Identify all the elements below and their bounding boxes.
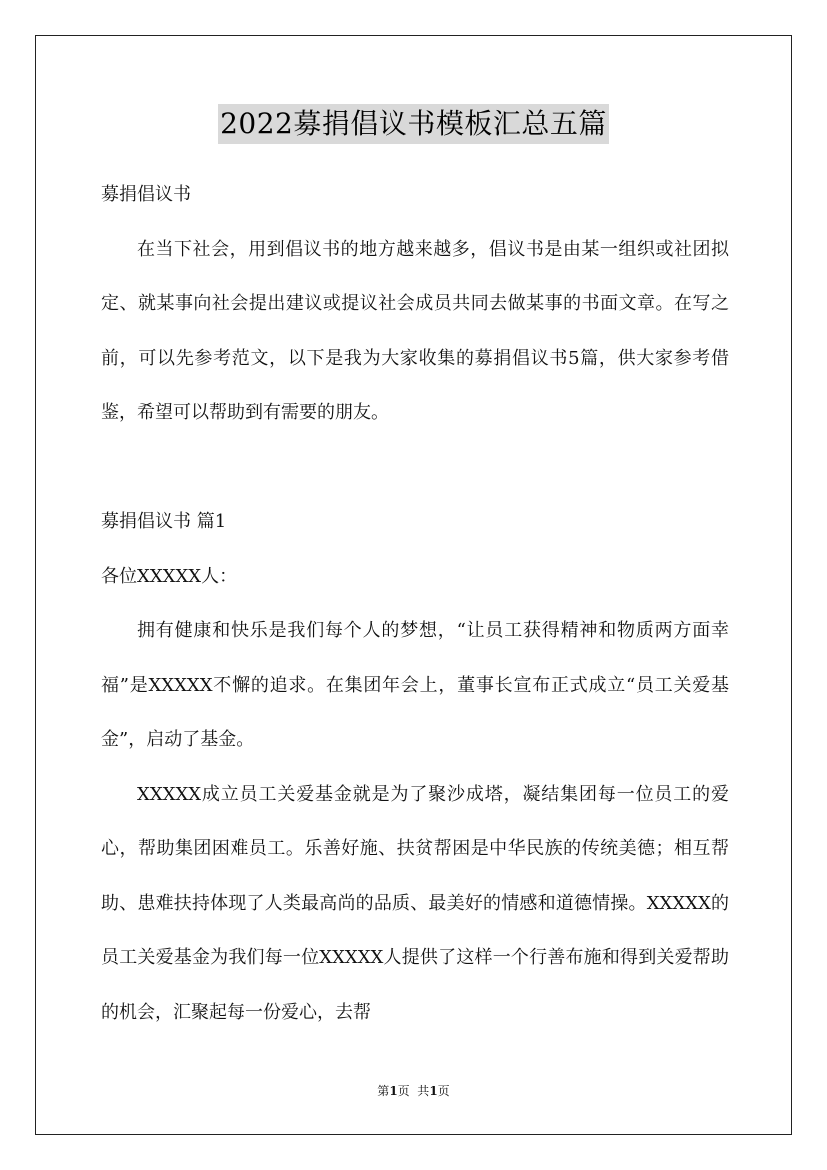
document-title: 2022募捐倡议书模板汇总五篇 (218, 104, 609, 144)
intro-paragraph: 在当下社会，用到倡议书的地方越来越多，倡议书是由某一组织或社团拟定、就某事向社会提出建议或提议社会成员共同去做某事的书面文章。在写之前，可以先参考范文，以下是我为大家收集的募捐倡议书5篇，供大家参考借鉴，希望可以帮助到有需要的朋友。 (101, 238, 729, 423)
section-spacer (101, 441, 729, 496)
footer-suffix: 页 (437, 1084, 450, 1098)
section-heading: 募捐倡议书 篇1 (101, 511, 227, 532)
document-body (101, 168, 729, 1040)
footer-total-pages: 1 (429, 1084, 438, 1098)
body-paragraph-2: XXXXX成立员工关爱基金就是为了聚沙成塔，凝结集团每一位员工的爱心，帮助集团困难员工。乐善好施、扶贫帮困是中华民族的传统美德；相互帮助、患难扶持体现了人类最高尚的品质、最美好的情感和道德情操。XXXXX的员工关爱基金为我们每一位XXXXX人提供了这样一个行善布施和得到关爱帮助的机会，汇聚起每一份爱心，去帮 (101, 783, 729, 1023)
footer-prefix: 第 (377, 1084, 390, 1098)
salutation: 各位XXXXX人： (101, 565, 238, 587)
title-container (0, 104, 827, 144)
intro-heading: 募捐倡议书 (101, 184, 191, 205)
page-footer (0, 1083, 827, 1099)
body-paragraph-1: 拥有健康和快乐是我们每个人的梦想，“让员工获得精神和物质两方面幸福”是XXXXX不懈的追求。在集团年会上，董事长宣布正式成立“员工关爱基金”，启动了基金。 (101, 620, 729, 750)
footer-mid: 页 共 (397, 1084, 430, 1098)
footer-page-number: 1 (389, 1084, 398, 1098)
